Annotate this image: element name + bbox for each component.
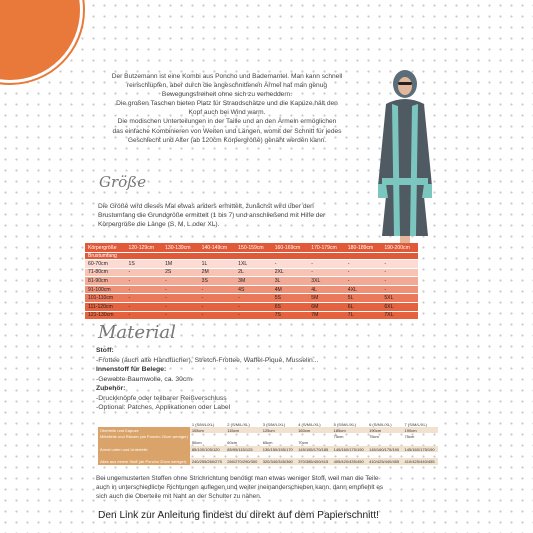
table-row: 60-70cm 1S 1M 1L 1XL - - - -: [85, 260, 418, 269]
table-row: Ärmel unten und Unterteile 85/100/105/120 85/95/115/125 130/150/155/170 145/155/170/185 145/160/175/190 145/160/175/190 145/160/175/190: [98, 446, 438, 452]
size-heading: Größe: [99, 173, 147, 191]
fabric-note: Bei ungemusterten Stoffen ohne Strichrichtung benötigt man etwas weniger Stoff, weil man die Teile auch in unterschiedliche Richtungen auflegen und weiter ineinanderschieben kann, dann empfiehlt es sich auch die Oberteile mit Naht an der Schulter zu nähen.: [96, 475, 384, 500]
model-photo: [372, 66, 438, 244]
size-table: Körpergröße 120-129cm 130-139cm 140-149cm 150-159cm 160-169cm 170-179cm 180-189cm 190-200cm Brustumfang 60-70cm 1S 1M 1L 1XL - - - - 71-80cm - 2S 2M 2L 2XL - - - 81-90cm - - 3S 3M 3L 3XL - - 91-100cm - - - 4S 4M 4L 4XL - 101-110cm - - - - 5S 5M 5L 5XL 111-120cm - - - - 6S 6M 6L 6XL 121-130cm - - - - 7S 7M 7L 7XL: [85, 243, 418, 320]
table-row: 121-130cm - - - - 7S 7M 7L 7XL: [85, 311, 418, 320]
table-row: Alles aus einem Stoff (ab Poncho 20cm weniger) 240/255/260/275 260/270/290/300 320/340/345/360 370/385/400/415 405/420/435/450 410/425/440/455 410/425/440/455: [98, 458, 438, 464]
size-table-header: Körpergröße 120-129cm 130-139cm 140-149cm 150-159cm 160-169cm 170-179cm 180-189cm 190-200cm: [85, 243, 418, 253]
table-row: 71-80cm - 2S 2M 2L 2XL - - -: [85, 268, 418, 277]
table-row: 111-120cm - - - - 6S 6M 6L 6XL: [85, 302, 418, 311]
material-heading: Material: [98, 322, 176, 343]
corner-decoration: [0, 0, 80, 80]
measurement-table: 1 (S/M/L/XL) 2 (S/M/L/XL) 3 (S/M/L/XL) 4 (S/M/L/XL) 5 (S/M/L/XL) 6 (S/M/L/XL) 7 (S/M/L/XL) Oberteile und Kapuze 105cm 115cm 125cm 160cm 185cm 190cm 190cm Mittelteile und Ränder (ab Poncho 20cm weniger) 75cm 75cm 75cm 50cm 60cm 65cm 70cm Ärmel unten und Unterteile 85/100/105/120 85/95/115/125 130/150/155/170 145/155/170/185 145/160/175/190 145/160/175/190 145/160/175/190 Alles aus einem Stoff (ab Poncho 20cm weniger) 240/255/260/275 260/270/290/300 320/340/345/360 370/385/400/415 405/420/435/450 410/425/440/455 410/425/440/455: [98, 422, 438, 465]
table-row: 101-110cm - - - - 5S 5M 5L 5XL: [85, 294, 418, 303]
table-row: 50cm 60cm 65cm 70cm: [98, 440, 438, 446]
size-intro-text: Die Größe wird dieses Mal etwas anders ermittelt, zunächst wird über den Brustumfang die Grundgröße ermittelt (1 bis 7) und anschließend mit Hilfe der Körpergröße die Länge (S, M, L oder XL).: [98, 203, 326, 229]
intro-text: Der Butzemann ist eine Kombi aus Poncho und Bademantel. Man kann schnell reinschlüpfen, aber durch die angeschnittenen Ärmel hat man genug Bewegungsfreiheit ohne sich zu verheddern. Die großen Taschen bieten Platz für Strandschätze und die Kapüze hält den Kopf auch bei Wind warm. Die modischen Unterteilungen in der Taille und an den Ärmeln ermöglichen das einfache Kombinieren von Weiten und Längen, womit der Schnitt für jedes Geschlecht und Alter (ab 120cm Körpergröße) genäht werden kann.: [111, 73, 343, 144]
instruction-link-note: Den Link zur Anleitung findest du direkt auf dem Papierschnitt!: [98, 510, 379, 521]
table-row: 91-100cm - - - 4S 4M 4L 4XL -: [85, 285, 418, 294]
table-row: 81-90cm - - 3S 3M 3L 3XL - -: [85, 277, 418, 286]
table-row: Oberteile und Kapuze 105cm 115cm 125cm 160cm 185cm 190cm 190cm: [98, 427, 438, 433]
material-list: Stoff: -Frottee (auch alte Handtücher), Stretch-Frottee, Waffel-Pique, Musselin... Innenstoff für Belege: -Gewebte Baumwolle, ca. 30cm Zubehör: -Druckknöpfe oder teilbarer Reißverschluss -Optional: Patches, Applikationen oder Label: [96, 347, 319, 412]
table-row: Mittelteile und Ränder (ab Poncho 20cm weniger) 75cm 75cm 75cm: [100, 433, 415, 439]
